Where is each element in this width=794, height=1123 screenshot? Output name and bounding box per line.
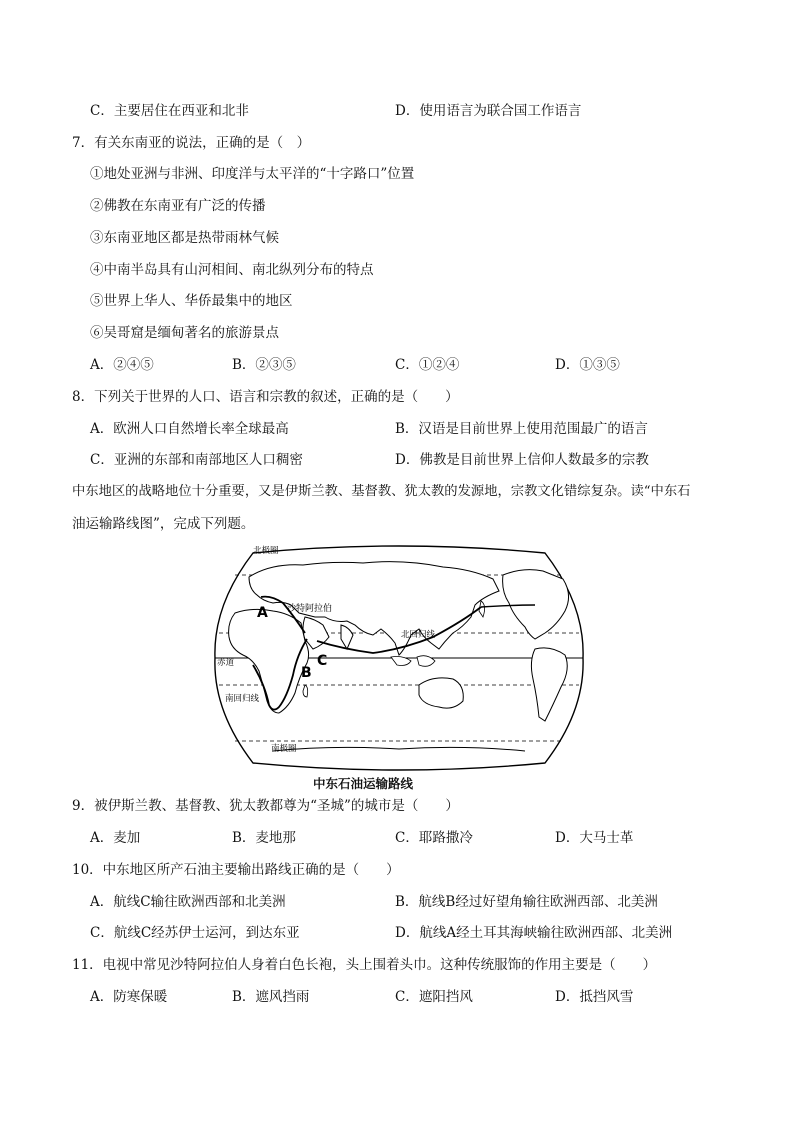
q7-item: ⑥吴哥窟是缅甸著名的旅游景点 [90, 325, 279, 341]
q9-option-c: C．耶路撒冷 [395, 830, 473, 846]
q7-option-c: C．①②④ [395, 357, 460, 373]
q6-option-c: C．主要居住在西亚和北非 [90, 103, 249, 119]
q10-option-b: B．航线B经过好望角输往欧洲西部、北美洲 [395, 894, 658, 910]
q8-option-a: A．欧洲人口自然增长率全球最高 [90, 421, 289, 437]
q6-option-d: D．使用语言为联合国工作语言 [395, 103, 582, 119]
tropic-cancer-label: 北回归线 [401, 630, 436, 640]
q9-stem: 9．被伊斯兰教、基督教、犹太教都尊为“圣城”的城市是（ ） [72, 798, 459, 814]
saudi-label: 沙特阿拉伯 [287, 604, 333, 614]
q11-option-d: D．抵挡风雪 [555, 989, 634, 1005]
q7-item: ⑤世界上华人、华侨最集中的地区 [90, 293, 293, 309]
route-a-label: A [257, 605, 268, 621]
q9-option-a: A．麦加 [90, 830, 141, 846]
q7-item: ①地处亚洲与非洲、印度洋与太平洋的“十字路口”位置 [90, 166, 415, 182]
passage-line-1: 中东地区的战略地位十分重要，又是伊斯兰教、基督教、犹太教的发源地，宗教文化错综复杂。读“中东石 [72, 484, 691, 499]
passage-line-2: 油运输路线图”，完成下列题。 [72, 516, 255, 532]
map-caption: 中东石油运输路线 [313, 776, 414, 791]
arctic-circle-label: 北极圈 [253, 546, 279, 556]
q8-option-b: B．汉语是目前世界上使用范围最广的语言 [395, 421, 648, 437]
route-b-label: B [301, 665, 312, 681]
q7-item: ③东南亚地区都是热带雨林气候 [90, 230, 279, 246]
q10-option-c: C．航线C经苏伊士运河，到达东亚 [90, 925, 300, 941]
q8-stem: 8．下列关于世界的人口、语言和宗教的叙述，正确的是（ ） [72, 389, 459, 405]
oil-route-map [213, 545, 585, 771]
q9-option-d: D．大马士革 [555, 830, 634, 846]
q8-option-c: C．亚洲的东部和南部地区人口稠密 [90, 452, 303, 468]
q10-stem: 10．中东地区所产石油主要输出路线正确的是（ ） [72, 862, 400, 878]
q11-option-c: C．遮阳挡风 [395, 989, 473, 1005]
q7-option-a: A．②④⑤ [90, 357, 154, 373]
q11-option-b: B．遮风挡雨 [232, 989, 310, 1005]
equator-label: 赤道 [217, 658, 235, 668]
q7-stem: 7．有关东南亚的说法，正确的是（ ） [72, 135, 311, 151]
route-c-label: C [317, 653, 328, 669]
tropic-capricorn-label: 南回归线 [225, 694, 260, 704]
antarctic-circle-label: 南极圈 [271, 744, 297, 754]
q9-option-b: B．麦地那 [232, 830, 296, 846]
q7-item: ②佛教在东南亚有广泛的传播 [90, 198, 266, 214]
q10-option-a: A．航线C输往欧洲西部和北美洲 [90, 894, 286, 910]
q11-option-a: A．防寒保暖 [90, 989, 168, 1005]
q7-option-d: D．①③⑤ [555, 357, 620, 373]
q10-option-d: D．航线A经土耳其海峡输往欧洲西部、北美洲 [395, 925, 673, 941]
q8-option-d: D．佛教是目前世界上信仰人数最多的宗教 [395, 452, 649, 468]
q7-item: ④中南半岛具有山河相间、南北纵列分布的特点 [90, 262, 374, 278]
q7-option-b: B．②③⑤ [232, 357, 296, 373]
q11-stem: 11．电视中常见沙特阿拉伯人身着白色长袍，头上围着头巾。这种传统服饰的作用主要是（ ） [72, 957, 657, 973]
